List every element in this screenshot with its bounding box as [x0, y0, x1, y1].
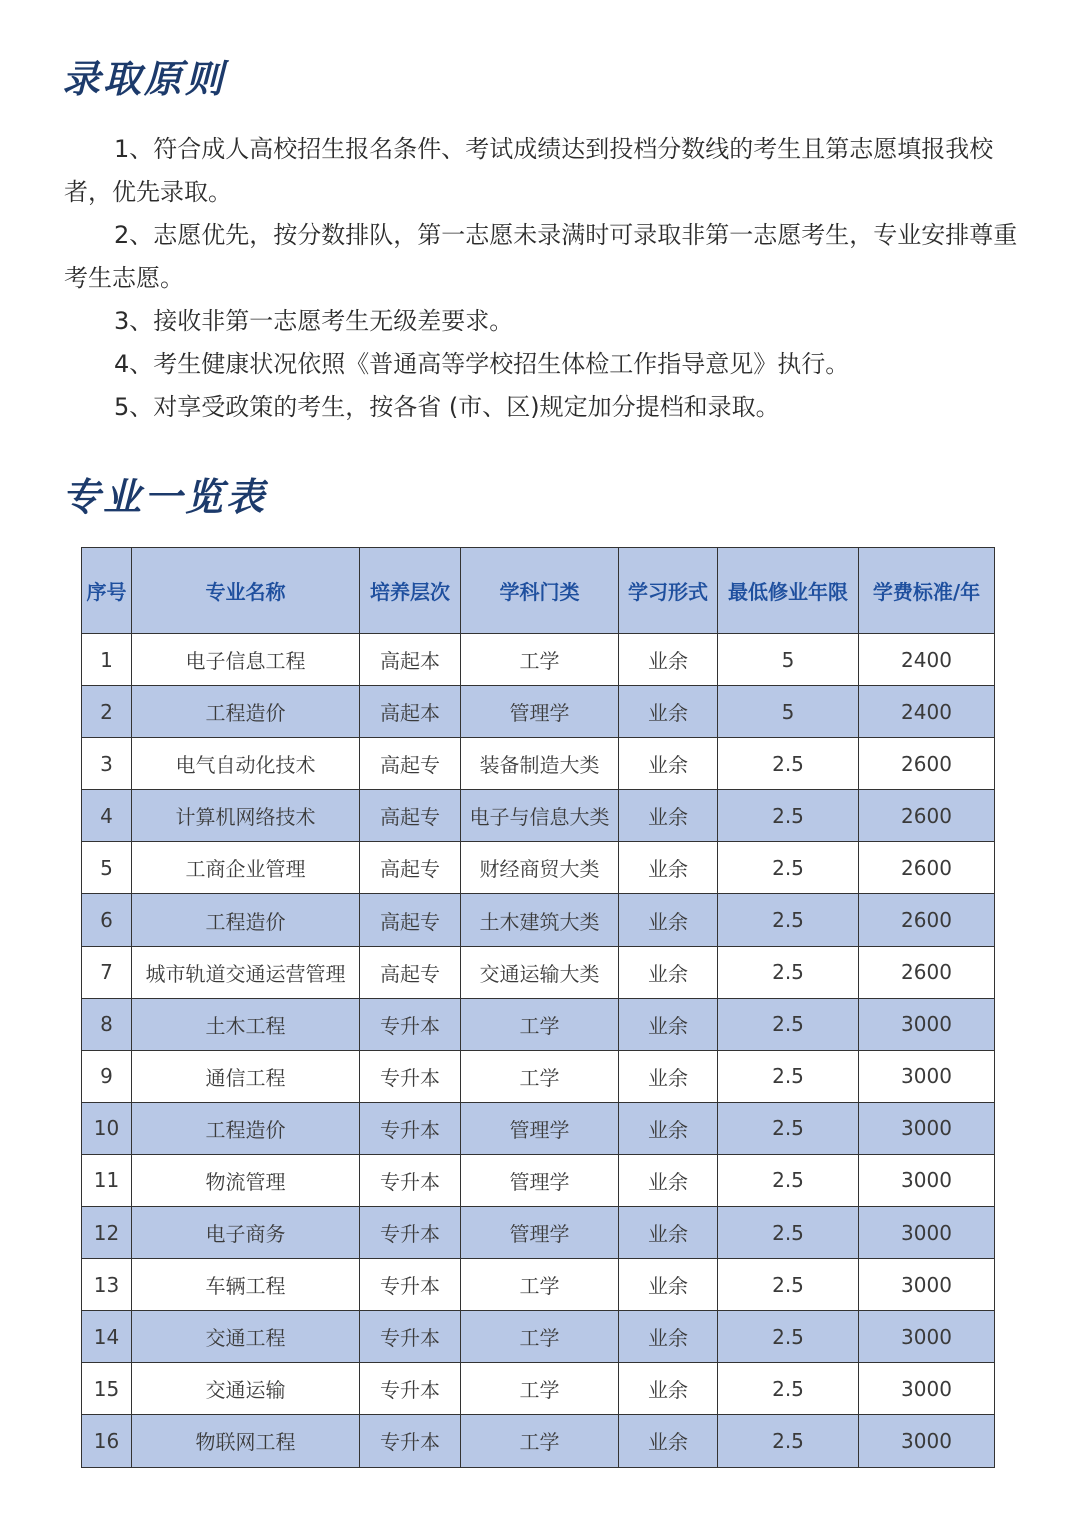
table-row — [82, 946, 995, 998]
cell-tuition: 3000 — [859, 1363, 995, 1415]
table-row — [82, 1102, 995, 1154]
cell-index: 6 — [82, 894, 132, 946]
table-row — [82, 1415, 995, 1467]
cell-study-mode: 业余 — [619, 1102, 718, 1154]
cell-study-mode: 业余 — [619, 998, 718, 1050]
cell-major-name: 物流管理 — [132, 1154, 360, 1206]
cell-major-name: 通信工程 — [132, 1050, 360, 1102]
table-row — [82, 1154, 995, 1206]
cell-level: 高起专 — [360, 946, 461, 998]
cell-level: 高起专 — [360, 790, 461, 842]
table-row — [82, 1207, 995, 1259]
cell-study-mode: 业余 — [619, 1050, 718, 1102]
cell-index: 1 — [82, 634, 132, 686]
cell-study-mode: 业余 — [619, 738, 718, 790]
cell-discipline: 管理学 — [461, 686, 619, 738]
cell-study-mode: 业余 — [619, 686, 718, 738]
cell-discipline: 管理学 — [461, 1154, 619, 1206]
cell-level: 高起专 — [360, 738, 461, 790]
cell-min-years: 2.5 — [718, 842, 859, 894]
cell-study-mode: 业余 — [619, 634, 718, 686]
table-row — [82, 894, 995, 946]
table-row — [82, 634, 995, 686]
cell-level: 专升本 — [360, 1311, 461, 1363]
cell-study-mode: 业余 — [619, 1259, 718, 1311]
cell-discipline: 工学 — [461, 1259, 619, 1311]
cell-min-years: 2.5 — [718, 738, 859, 790]
cell-discipline: 财经商贸大类 — [461, 842, 619, 894]
cell-level: 高起专 — [360, 842, 461, 894]
table-row — [82, 1311, 995, 1363]
admission-rule: 1、符合成人高校招生报名条件、考试成绩达到投档分数线的考生且第志愿填报我校者，优先录取。 — [64, 135, 994, 206]
cell-discipline: 电子与信息大类 — [461, 790, 619, 842]
cell-major-name: 物联网工程 — [132, 1415, 360, 1467]
cell-min-years: 5 — [718, 686, 859, 738]
cell-min-years: 2.5 — [718, 1259, 859, 1311]
cell-tuition: 3000 — [859, 1102, 995, 1154]
cell-study-mode: 业余 — [619, 790, 718, 842]
cell-level: 专升本 — [360, 1207, 461, 1259]
table-row — [82, 738, 995, 790]
cell-study-mode: 业余 — [619, 1415, 718, 1467]
header-level: 培养层次 — [360, 548, 461, 634]
cell-index: 9 — [82, 1050, 132, 1102]
cell-index: 2 — [82, 686, 132, 738]
cell-index: 4 — [82, 790, 132, 842]
cell-level: 专升本 — [360, 1050, 461, 1102]
admission-rule: 2、志愿优先，按分数排队，第一志愿未录满时可录取非第一志愿考生，专业安排尊重考生志愿。 — [64, 221, 1018, 292]
cell-level: 专升本 — [360, 1102, 461, 1154]
cell-study-mode: 业余 — [619, 1207, 718, 1259]
cell-index: 3 — [82, 738, 132, 790]
cell-discipline: 工学 — [461, 634, 619, 686]
cell-index: 12 — [82, 1207, 132, 1259]
table-row — [82, 1050, 995, 1102]
admission-principles-title: 录取原则 — [62, 57, 227, 101]
cell-major-name: 交通工程 — [132, 1311, 360, 1363]
cell-level: 专升本 — [360, 1363, 461, 1415]
cell-index: 5 — [82, 842, 132, 894]
cell-major-name: 土木工程 — [132, 998, 360, 1050]
cell-level: 高起专 — [360, 894, 461, 946]
cell-index: 8 — [82, 998, 132, 1050]
cell-tuition: 2400 — [859, 686, 995, 738]
cell-min-years: 2.5 — [718, 1050, 859, 1102]
admission-rule: 4、考生健康状况依照《普通高等学校招生体检工作指导意见》执行。 — [114, 350, 850, 378]
admission-rules-list — [64, 128, 1019, 429]
cell-study-mode: 业余 — [619, 894, 718, 946]
cell-discipline: 管理学 — [461, 1102, 619, 1154]
cell-index: 15 — [82, 1363, 132, 1415]
cell-tuition: 2600 — [859, 842, 995, 894]
cell-study-mode: 业余 — [619, 1363, 718, 1415]
table-row — [82, 790, 995, 842]
cell-tuition: 2600 — [859, 738, 995, 790]
table-row — [82, 1363, 995, 1415]
cell-tuition: 3000 — [859, 998, 995, 1050]
cell-discipline: 装备制造大类 — [461, 738, 619, 790]
cell-min-years: 5 — [718, 634, 859, 686]
cell-min-years: 2.5 — [718, 946, 859, 998]
header-min-years: 最低修业年限 — [718, 548, 859, 634]
cell-tuition: 3000 — [859, 1154, 995, 1206]
cell-min-years: 2.5 — [718, 1363, 859, 1415]
cell-index: 11 — [82, 1154, 132, 1206]
table-row — [82, 1259, 995, 1311]
cell-discipline: 交通运输大类 — [461, 946, 619, 998]
table-body — [82, 634, 995, 1468]
cell-tuition: 3000 — [859, 1259, 995, 1311]
cell-study-mode: 业余 — [619, 842, 718, 894]
header-index: 序号 — [82, 548, 132, 634]
cell-min-years: 2.5 — [718, 1102, 859, 1154]
cell-tuition: 2600 — [859, 894, 995, 946]
cell-study-mode: 业余 — [619, 1311, 718, 1363]
table-row — [82, 998, 995, 1050]
cell-study-mode: 业余 — [619, 1154, 718, 1206]
cell-major-name: 计算机网络技术 — [132, 790, 360, 842]
cell-level: 专升本 — [360, 1154, 461, 1206]
cell-discipline: 土木建筑大类 — [461, 894, 619, 946]
admission-rule: 3、接收非第一志愿考生无级差要求。 — [114, 307, 514, 335]
table-row — [82, 686, 995, 738]
cell-major-name: 电子商务 — [132, 1207, 360, 1259]
cell-tuition: 3000 — [859, 1415, 995, 1467]
majors-table — [81, 547, 995, 1468]
cell-major-name: 城市轨道交通运营管理 — [132, 946, 360, 998]
cell-major-name: 交通运输 — [132, 1363, 360, 1415]
cell-major-name: 工程造价 — [132, 686, 360, 738]
header-major-name: 专业名称 — [132, 548, 360, 634]
cell-min-years: 2.5 — [718, 1415, 859, 1467]
cell-min-years: 2.5 — [718, 998, 859, 1050]
majors-list-title: 专业一览表 — [62, 475, 268, 519]
cell-tuition: 2400 — [859, 634, 995, 686]
table-header-row — [82, 548, 995, 634]
table-row — [82, 842, 995, 894]
cell-major-name: 工商企业管理 — [132, 842, 360, 894]
cell-index: 13 — [82, 1259, 132, 1311]
cell-major-name: 车辆工程 — [132, 1259, 360, 1311]
cell-discipline: 工学 — [461, 1311, 619, 1363]
cell-level: 专升本 — [360, 998, 461, 1050]
cell-tuition: 2600 — [859, 946, 995, 998]
cell-tuition: 3000 — [859, 1207, 995, 1259]
cell-min-years: 2.5 — [718, 790, 859, 842]
cell-discipline: 工学 — [461, 998, 619, 1050]
cell-discipline: 管理学 — [461, 1207, 619, 1259]
cell-discipline: 工学 — [461, 1415, 619, 1467]
cell-major-name: 电子信息工程 — [132, 634, 360, 686]
cell-level: 高起本 — [360, 686, 461, 738]
cell-index: 10 — [82, 1102, 132, 1154]
cell-major-name: 工程造价 — [132, 1102, 360, 1154]
cell-min-years: 2.5 — [718, 1207, 859, 1259]
header-discipline: 学科门类 — [461, 548, 619, 634]
cell-min-years: 2.5 — [718, 1311, 859, 1363]
header-tuition: 学费标准/年 — [859, 548, 995, 634]
cell-index: 16 — [82, 1415, 132, 1467]
cell-discipline: 工学 — [461, 1363, 619, 1415]
cell-index: 14 — [82, 1311, 132, 1363]
cell-level: 高起本 — [360, 634, 461, 686]
cell-study-mode: 业余 — [619, 946, 718, 998]
header-study-mode: 学习形式 — [619, 548, 718, 634]
cell-tuition: 3000 — [859, 1311, 995, 1363]
admission-rule: 5、对享受政策的考生，按各省 (市、区)规定加分提档和录取。 — [114, 393, 780, 421]
cell-major-name: 电气自动化技术 — [132, 738, 360, 790]
cell-tuition: 3000 — [859, 1050, 995, 1102]
cell-min-years: 2.5 — [718, 894, 859, 946]
cell-level: 专升本 — [360, 1415, 461, 1467]
cell-tuition: 2600 — [859, 790, 995, 842]
cell-major-name: 工程造价 — [132, 894, 360, 946]
cell-level: 专升本 — [360, 1259, 461, 1311]
cell-min-years: 2.5 — [718, 1154, 859, 1206]
cell-discipline: 工学 — [461, 1050, 619, 1102]
cell-index: 7 — [82, 946, 132, 998]
